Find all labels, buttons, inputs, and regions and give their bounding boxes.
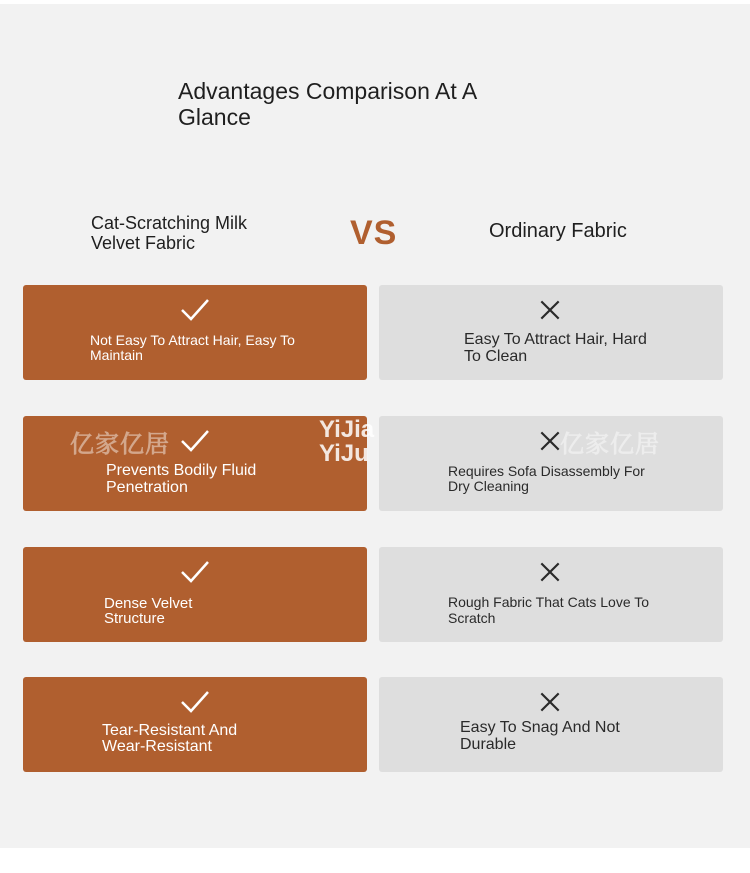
- disadvantage-text: Easy To Attract Hair, Hard To Clean: [464, 331, 647, 365]
- disadvantage-text: Requires Sofa Disassembly For Dry Cleaning: [448, 463, 645, 494]
- disadvantage-card-4: [379, 677, 723, 772]
- check-icon: [180, 557, 210, 587]
- comparison-panel: [0, 4, 750, 848]
- advantage-card-1: [23, 285, 367, 380]
- advantage-text: Dense Velvet Structure: [104, 595, 193, 627]
- check-icon: [180, 687, 210, 717]
- disadvantage-card-3: [379, 547, 723, 642]
- disadvantage-text: Easy To Snag And Not Durable: [460, 719, 620, 753]
- cross-icon: [537, 297, 563, 323]
- advantage-card-4: [23, 677, 367, 772]
- check-icon: [180, 426, 210, 456]
- cross-icon: [537, 689, 563, 715]
- advantage-text: Prevents Bodily Fluid Penetration: [106, 462, 257, 496]
- disadvantage-card-1: [379, 285, 723, 380]
- cross-icon: [537, 559, 563, 585]
- watermark-latin: YiJia YiJu: [319, 418, 375, 466]
- watermark-right: 亿家亿居: [560, 431, 660, 458]
- vs-label: VS: [350, 214, 398, 252]
- right-column-heading: Ordinary Fabric: [489, 220, 627, 242]
- disadvantage-card-2: [379, 416, 723, 511]
- check-icon: [180, 295, 210, 325]
- advantage-text: Not Easy To Attract Hair, Easy To Maintain: [90, 332, 295, 363]
- page-title: Advantages Comparison At A Glance: [178, 78, 476, 130]
- watermark-left: 亿家亿居: [70, 431, 170, 458]
- disadvantage-text: Rough Fabric That Cats Love To Scratch: [448, 594, 650, 626]
- left-column-heading: Cat-Scratching Milk Velvet Fabric: [91, 213, 248, 253]
- advantage-text: Tear-Resistant And Wear-Resistant: [102, 722, 238, 755]
- advantage-card-3: [23, 547, 367, 642]
